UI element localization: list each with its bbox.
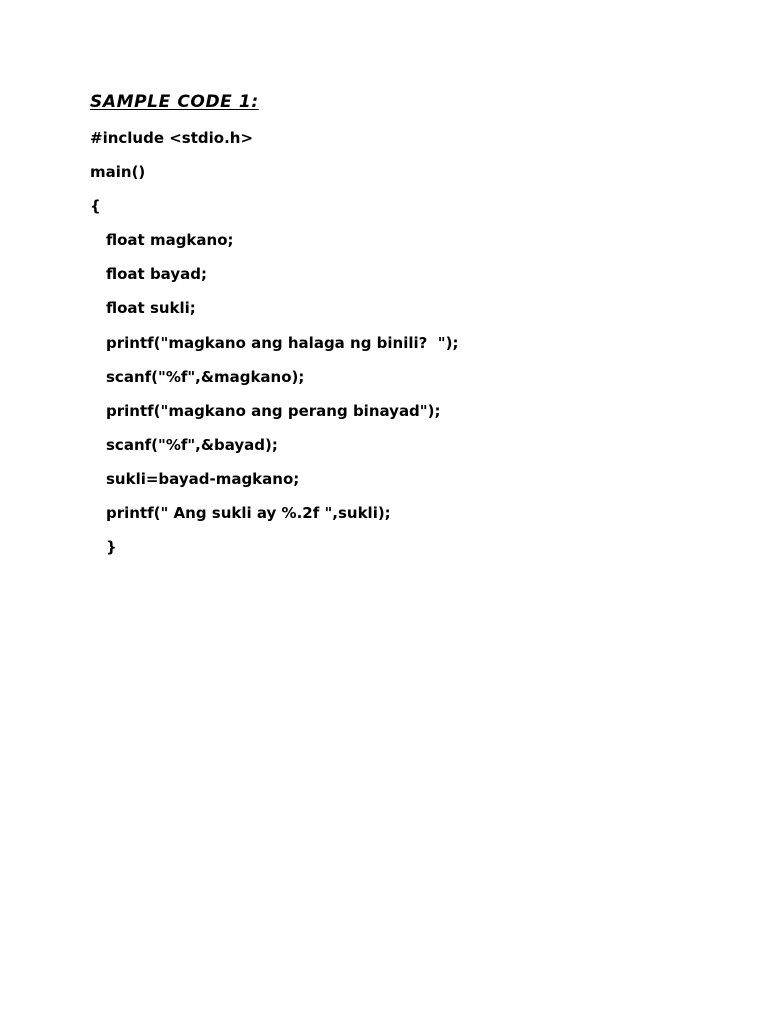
code-line: printf(" Ang sukli ay %.2f ",sukli);	[106, 504, 391, 522]
code-line: float sukli;	[106, 299, 196, 317]
code-line: scanf("%f",&magkano);	[106, 368, 305, 386]
code-line: float bayad;	[106, 265, 207, 283]
code-line: scanf("%f",&bayad);	[106, 436, 278, 454]
code-line: {	[90, 197, 101, 215]
code-line: #include <stdio.h>	[90, 129, 254, 147]
code-line: sukli=bayad-magkano;	[106, 470, 300, 488]
code-line: }	[106, 538, 117, 556]
code-line: main()	[90, 163, 146, 181]
code-line: printf("magkano ang perang binayad");	[106, 402, 441, 420]
document-title: SAMPLE CODE 1:	[90, 92, 259, 112]
code-line: printf("magkano ang halaga ng binili? ");	[106, 334, 459, 352]
code-line: float magkano;	[106, 231, 234, 249]
